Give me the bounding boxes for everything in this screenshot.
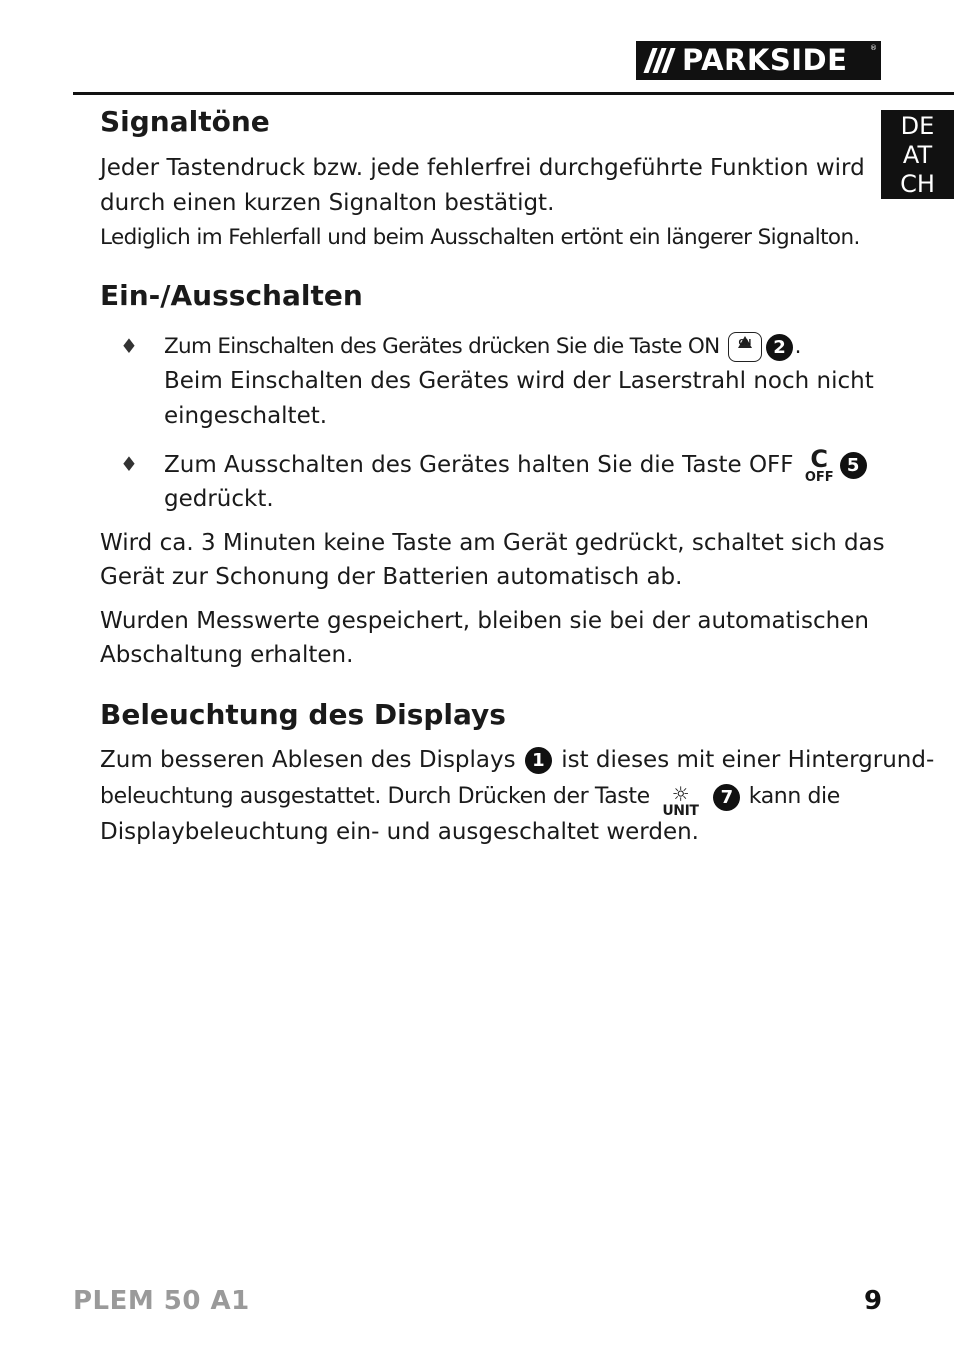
reference-number: 7 bbox=[713, 784, 740, 811]
on-key-icon: ON bbox=[728, 332, 762, 362]
language-code: AT bbox=[902, 141, 933, 169]
language-code: CH bbox=[900, 170, 935, 198]
bullet-line bbox=[164, 447, 869, 484]
section-title-power: Ein-/Ausschalten bbox=[100, 279, 363, 312]
language-box bbox=[881, 110, 954, 199]
bullet-line: eingeschaltet. bbox=[164, 403, 328, 429]
paragraph-line: Jeder Tastendruck bzw. jede fehlerfrei durchgeführte Funktion wird bbox=[100, 155, 865, 181]
reference-number: 2 bbox=[766, 334, 793, 361]
bullet-line bbox=[164, 330, 801, 364]
bullet-text: Zum Ausschalten des Gerätes halten Sie die Taste OFF bbox=[164, 452, 794, 478]
text-segment: Zum besseren Ablesen des Displays bbox=[100, 747, 516, 773]
text-segment: ist dieses mit einer Hintergrund- bbox=[561, 747, 935, 773]
unit-light-key-icon: ☼ UNIT bbox=[662, 782, 699, 819]
text-segment: beleuchtung ausgestattet. Durch Drücken der Taste bbox=[100, 784, 650, 809]
logo-stripes-icon bbox=[636, 41, 680, 80]
footer-model: PLEM 50 A1 bbox=[73, 1286, 250, 1316]
section-title-display: Beleuchtung des Displays bbox=[100, 698, 506, 731]
bullet-line: gedrückt. bbox=[164, 486, 274, 512]
reference-number: 5 bbox=[840, 452, 867, 479]
paragraph-line: Lediglich im Fehlerfall und beim Ausschalten ertönt ein längerer Signalton. bbox=[100, 225, 860, 250]
header-divider bbox=[73, 92, 954, 95]
off-key-icon: C OFF bbox=[804, 445, 834, 485]
paragraph-line: Displaybeleuchtung ein- und ausgeschaltet werden. bbox=[100, 819, 699, 845]
language-code: DE bbox=[900, 112, 935, 140]
brand-logo bbox=[636, 41, 881, 80]
paragraph-line: Abschaltung erhalten. bbox=[100, 642, 354, 668]
registered-mark: ® bbox=[870, 44, 877, 52]
bullet-line: Beim Einschalten des Gerätes wird der Laserstrahl noch nicht bbox=[164, 368, 874, 394]
bullet-marker: ♦ bbox=[120, 334, 138, 358]
page-number: 9 bbox=[864, 1286, 883, 1316]
bullet-text: Zum Einschalten des Gerätes drücken Sie die Taste ON bbox=[164, 334, 720, 359]
paragraph-line: durch einen kurzen Signalton bestätigt. bbox=[100, 190, 555, 216]
paragraph-line: Wird ca. 3 Minuten keine Taste am Gerät gedrückt, schaltet sich das bbox=[100, 530, 885, 556]
punctuation: . bbox=[794, 334, 801, 359]
section-title-signal: Signaltöne bbox=[100, 105, 270, 138]
brand-name: PARKSIDE bbox=[682, 43, 848, 77]
reference-number: 1 bbox=[525, 747, 552, 774]
paragraph-line bbox=[100, 743, 934, 777]
paragraph-line bbox=[100, 780, 840, 819]
bullet-marker: ♦ bbox=[120, 452, 138, 476]
paragraph-line: Wurden Messwerte gespeichert, bleiben sie bei der automatischen bbox=[100, 608, 869, 634]
text-segment: kann die bbox=[748, 784, 840, 809]
paragraph-line: Gerät zur Schonung der Batterien automatisch ab. bbox=[100, 564, 683, 590]
